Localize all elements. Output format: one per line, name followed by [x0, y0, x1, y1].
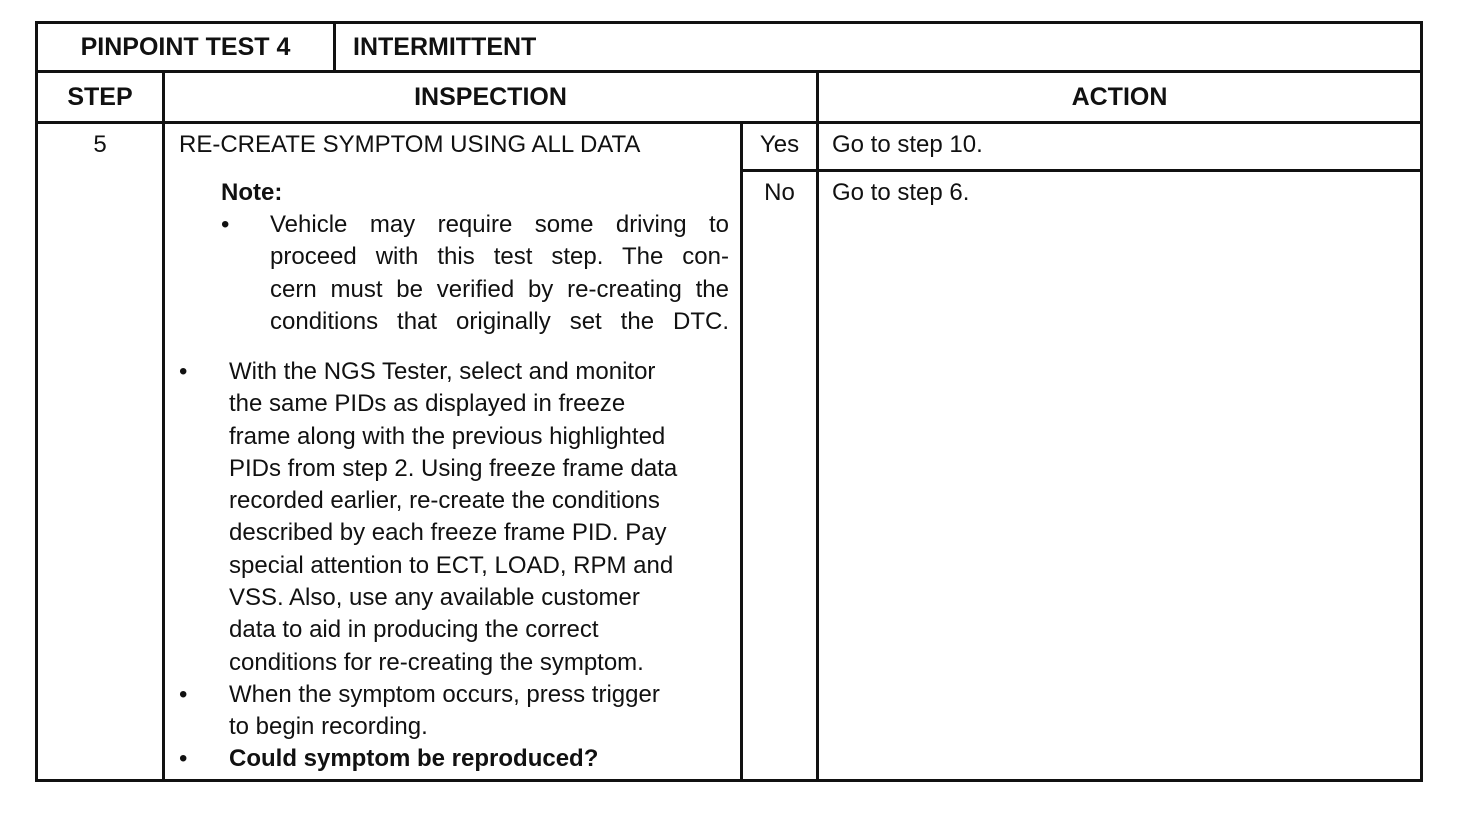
- rule-step-divider: [162, 73, 165, 779]
- note-line: Vehicle may require some driving to: [270, 211, 729, 238]
- rule-title-divider: [333, 24, 336, 70]
- bullet-dot: •: [179, 745, 188, 772]
- note-line: proceed with this test step. The con-: [270, 243, 729, 271]
- instruction-line: PIDs from step 2. Using freeze frame data: [229, 454, 678, 482]
- note-line: cern must be verified by re-creating the: [270, 275, 729, 303]
- instruction-line: recorded earlier, re-create the conditions: [229, 487, 660, 515]
- bullet-dot: •: [179, 681, 188, 708]
- step-number: 5: [93, 131, 107, 158]
- instruction-line: data to aid in producing the correct: [229, 616, 599, 644]
- column-header-step: STEP: [67, 83, 133, 111]
- rule-under-column-headers: [38, 121, 1420, 124]
- note-line: conditions that originally set the DTC.: [270, 307, 729, 335]
- test-label: PINPOINT TEST 4: [80, 33, 291, 61]
- test-name: INTERMITTENT: [353, 33, 537, 61]
- action-yes: Go to step 10.: [832, 131, 983, 158]
- instruction-line: VSS. Also, use any available customer: [229, 584, 640, 612]
- instruction-line: When the symptom occurs, press trigger: [229, 681, 660, 708]
- column-header-inspection: INSPECTION: [414, 83, 567, 111]
- instruction-line: conditions for re-creating the symptom.: [229, 648, 644, 676]
- instruction-line: to begin recording.: [229, 713, 428, 741]
- question-text: Could symptom be reproduced?: [229, 745, 599, 772]
- column-header-action: ACTION: [1071, 83, 1168, 111]
- rule-inspection-answer-divider: [740, 124, 743, 779]
- bullet-dot: •: [179, 358, 188, 385]
- note-label: Note:: [221, 179, 283, 206]
- rule-between-answers: [740, 169, 1420, 172]
- answer-yes: Yes: [759, 131, 800, 158]
- answer-no: No: [764, 179, 795, 206]
- instruction-line: the same PIDs as displayed in freeze: [229, 390, 626, 418]
- bullet-dot: •: [221, 211, 230, 238]
- action-no: Go to step 6.: [832, 179, 970, 206]
- rule-action-divider: [816, 73, 819, 779]
- instruction-line: With the NGS Tester, select and monitor: [229, 358, 656, 385]
- inspection-title: RE-CREATE SYMPTOM USING ALL DATA: [179, 131, 641, 158]
- pinpoint-test-table: [35, 21, 1423, 782]
- instruction-line: frame along with the previous highlighted: [229, 422, 666, 450]
- instruction-line: described by each freeze frame PID. Pay: [229, 519, 667, 547]
- instruction-line: special attention to ECT, LOAD, RPM and: [229, 551, 674, 579]
